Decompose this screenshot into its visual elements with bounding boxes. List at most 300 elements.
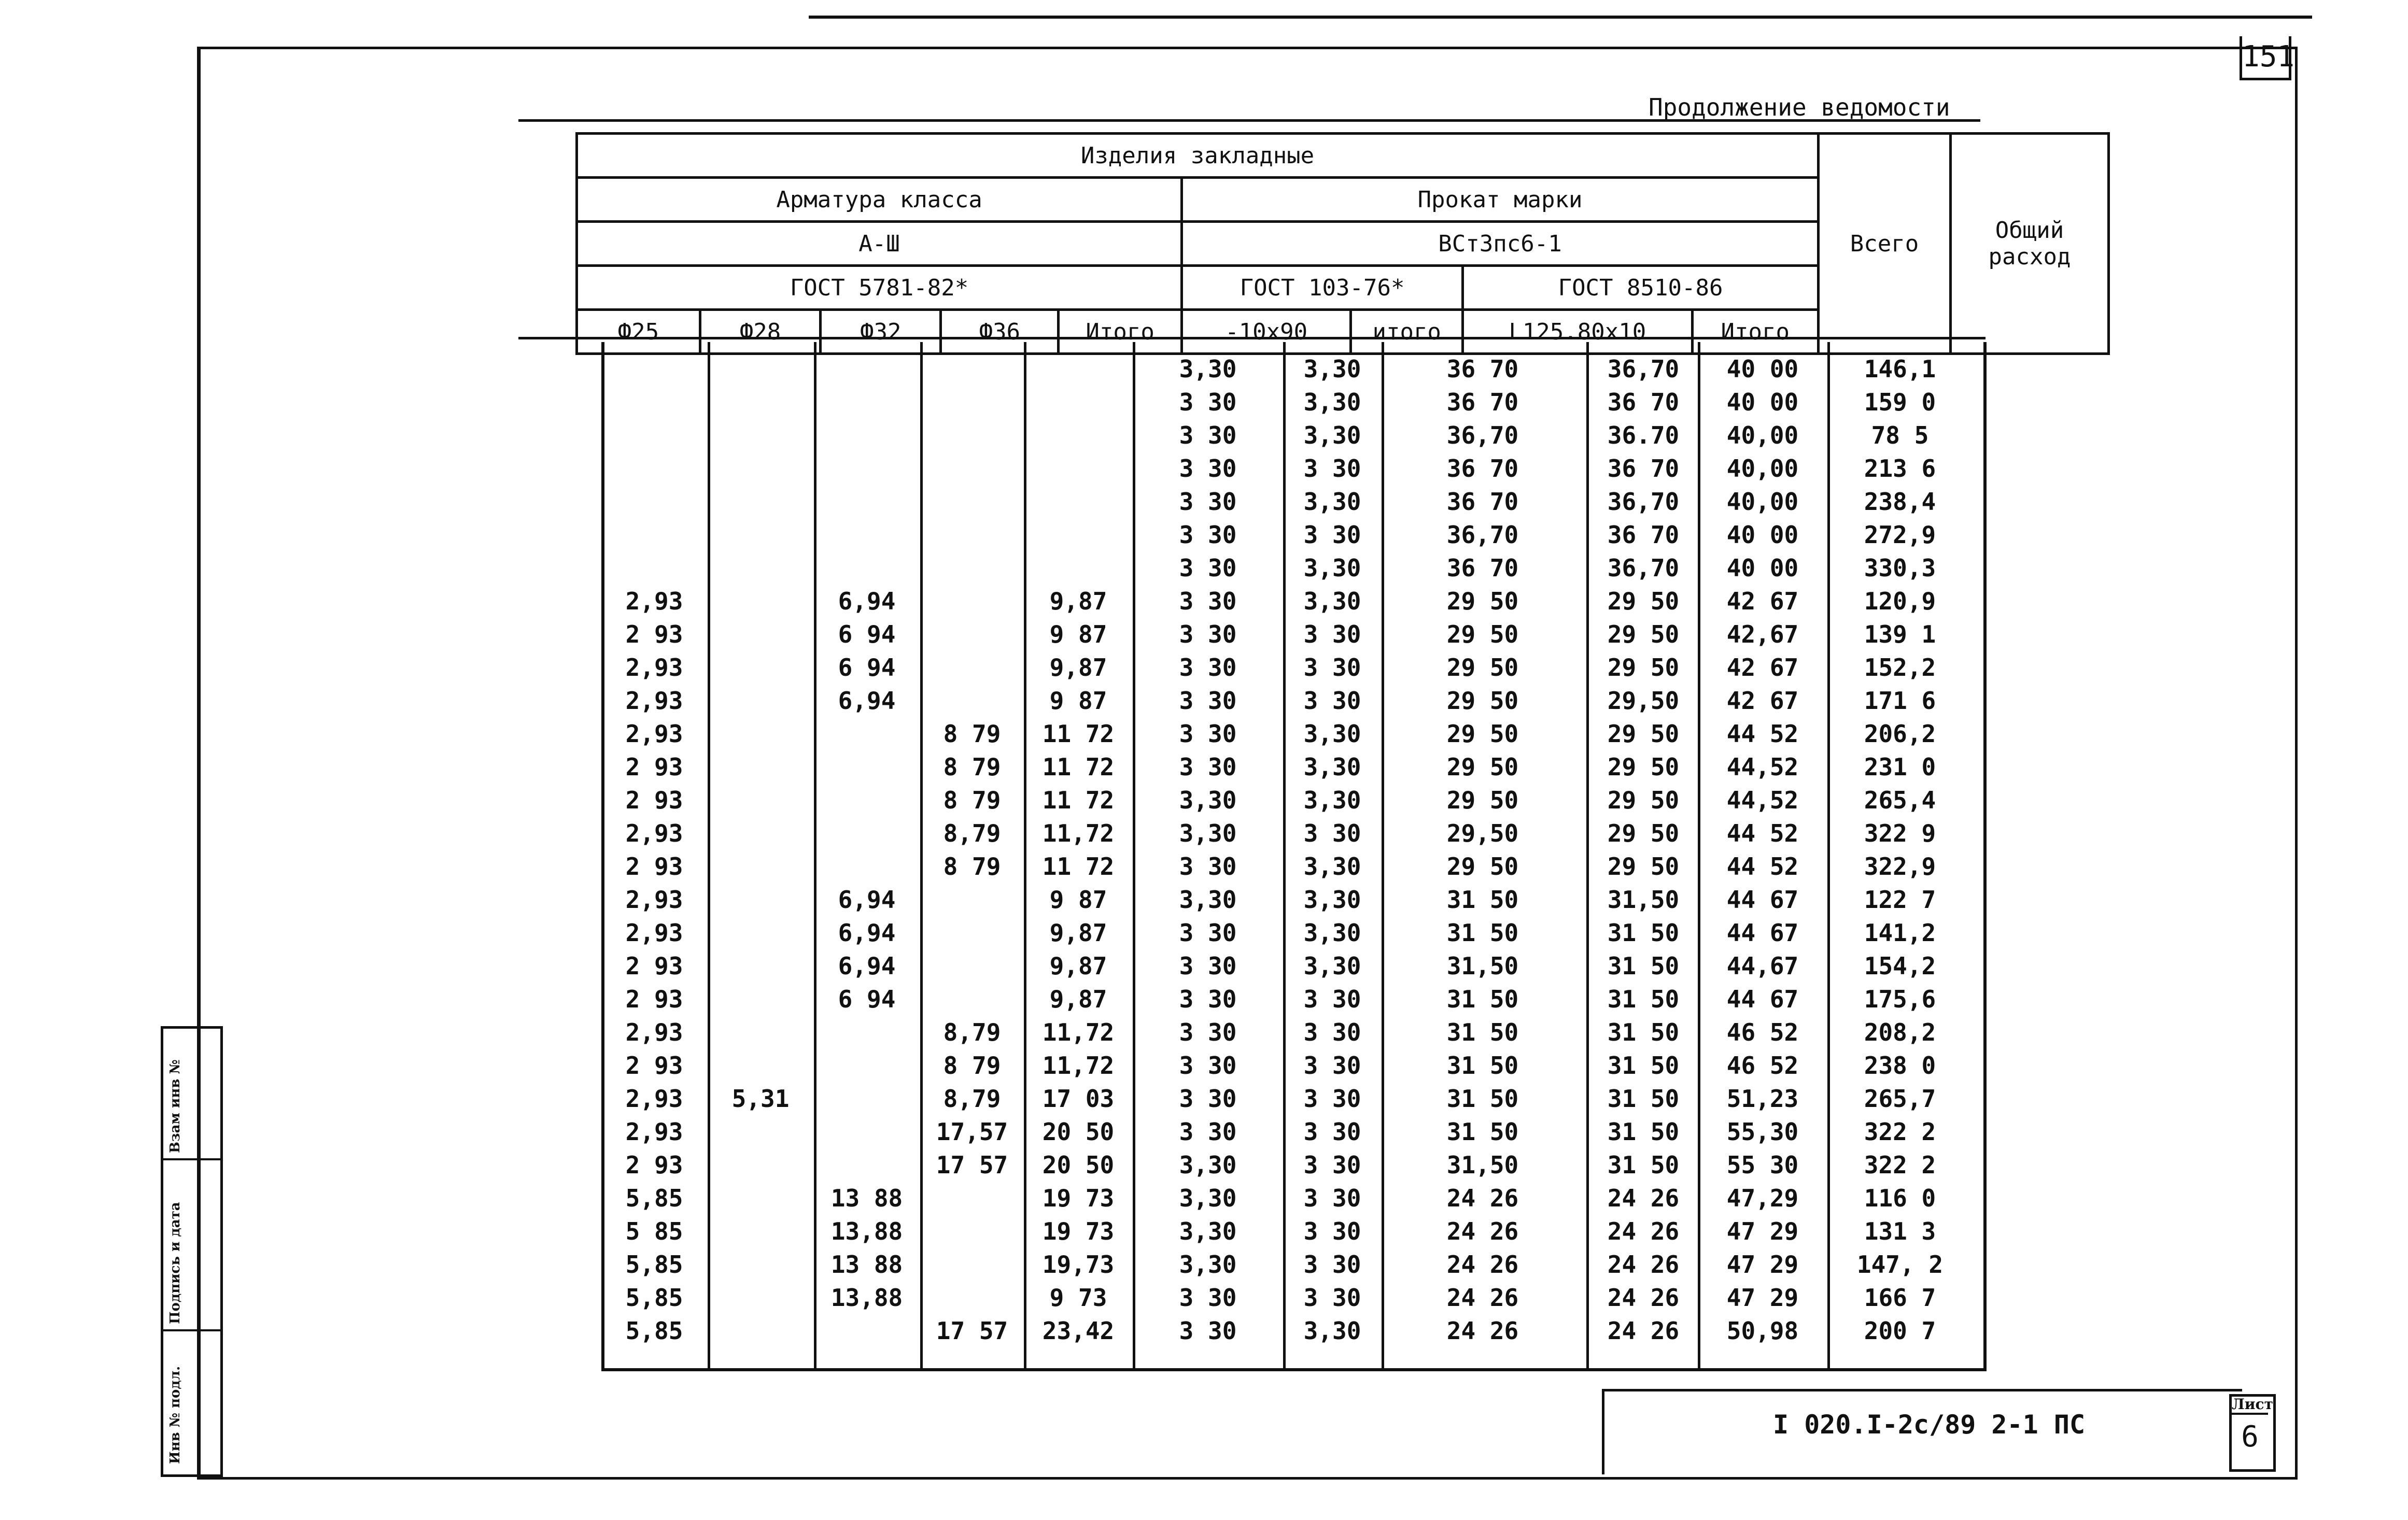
cell-general: 213 6 (1864, 454, 1936, 482)
cell-angle: 24 26 (1446, 1217, 1519, 1245)
cell-f28 (709, 651, 812, 684)
cell-f28 (709, 1281, 812, 1314)
cell-itogo-plate: 3 30 (1303, 985, 1361, 1013)
cell-angle: 31 50 (1446, 985, 1519, 1013)
cell-itogo-arm: 20 50 (1042, 1118, 1115, 1146)
cell-itogo-angle: 31,50 (1607, 886, 1680, 914)
header-body-separator (518, 337, 1985, 339)
cell-plate: 3,30 (1179, 819, 1237, 847)
cell-f28 (709, 817, 812, 850)
cell-total: 46 52 (1726, 1052, 1799, 1079)
cell-f36 (920, 419, 1024, 452)
sheet-tag: 151 (2240, 36, 2291, 80)
cell-angle: 24 26 (1446, 1184, 1519, 1212)
cell-itogo-plate: 3 30 (1303, 687, 1361, 715)
cell-f36: 17 57 (936, 1151, 1008, 1179)
cell-itogo-arm: 19,73 (1042, 1251, 1115, 1278)
col-plate: -10х90 (1182, 310, 1351, 354)
cell-angle: 31 50 (1446, 1085, 1519, 1113)
cell-angle: 31 50 (1446, 1018, 1519, 1046)
table-row (601, 916, 1980, 949)
side-cell (163, 1329, 220, 1469)
cell-plate: 3 30 (1179, 720, 1237, 748)
cell-angle: 36 70 (1446, 488, 1519, 516)
cell-f25: 2,93 (625, 919, 683, 947)
cell-itogo-plate: 3 30 (1303, 1052, 1361, 1079)
cell-itogo-plate: 3 30 (1303, 1118, 1361, 1146)
cell-general: 147, 2 (1856, 1251, 1944, 1278)
cell-general: 206,2 (1864, 720, 1936, 748)
cell-f25: 2,93 (625, 587, 683, 615)
cell-f25: 5 85 (625, 1217, 683, 1245)
table-row (601, 1182, 1980, 1215)
cell-plate: 3 30 (1179, 1052, 1237, 1079)
cell-plate: 3 30 (1179, 687, 1237, 715)
header-prokat: Прокат марки (1182, 178, 1819, 222)
cell-itogo-plate: 3,30 (1303, 587, 1361, 615)
table-row (601, 1281, 1980, 1314)
cell-f32 (815, 386, 919, 419)
cell-itogo-plate: 3,30 (1303, 786, 1361, 814)
col-f32: Ф32 (821, 310, 941, 354)
cell-itogo-plate: 3 30 (1303, 1251, 1361, 1278)
header-general (1951, 134, 2109, 354)
cell-itogo-angle: 31 50 (1607, 952, 1680, 980)
cell-general: 265,4 (1864, 786, 1936, 814)
cell-angle: 31,50 (1446, 1151, 1519, 1179)
cell-f32: 6 94 (838, 654, 896, 681)
cell-f28 (709, 386, 812, 419)
cell-plate: 3 30 (1179, 554, 1237, 582)
cell-f28 (709, 983, 812, 1016)
cell-f28 (709, 1049, 812, 1082)
cell-plate: 3 30 (1179, 654, 1237, 681)
cell-itogo-angle: 24 26 (1607, 1251, 1680, 1278)
cell-f25 (602, 352, 706, 386)
cell-f36: 8 79 (943, 720, 1001, 748)
cell-total: 55,30 (1726, 1118, 1799, 1146)
cell-f32 (815, 452, 919, 485)
cell-itogo-plate: 3,30 (1303, 488, 1361, 516)
table-row (601, 949, 1980, 983)
header-armatura-gost: ГОСТ 5781-82* (577, 266, 1182, 310)
cell-angle: 36 70 (1446, 554, 1519, 582)
cell-f32: 6,94 (838, 919, 896, 947)
cell-f32 (815, 352, 919, 386)
cell-f25: 2 93 (625, 620, 683, 648)
cell-itogo-arm: 9,87 (1049, 919, 1107, 947)
col-f28: Ф28 (700, 310, 820, 354)
cell-plate: 3 30 (1179, 1284, 1237, 1312)
cell-f36 (920, 651, 1024, 684)
cell-f28 (709, 717, 812, 750)
cell-f25: 2,93 (625, 819, 683, 847)
cell-general: 200 7 (1864, 1317, 1936, 1345)
cell-general: 231 0 (1864, 753, 1936, 781)
cell-f32 (815, 850, 919, 883)
cell-f32 (815, 1115, 919, 1148)
cell-itogo-angle: 36 70 (1607, 521, 1680, 549)
cell-general: 171 6 (1864, 687, 1936, 715)
cell-plate: 3 30 (1179, 521, 1237, 549)
cell-angle: 29 50 (1446, 720, 1519, 748)
cell-itogo-angle: 31 50 (1607, 1151, 1680, 1179)
cell-f32 (815, 419, 919, 452)
cell-f36 (920, 352, 1024, 386)
cell-plate: 3 30 (1179, 1018, 1237, 1046)
cell-f36: 8 79 (943, 786, 1001, 814)
cell-plate: 3 30 (1179, 853, 1237, 880)
cell-angle: 24 26 (1446, 1251, 1519, 1278)
cell-general: 272,9 (1864, 521, 1936, 549)
side-label: Подпись и дата (167, 1202, 183, 1324)
cell-plate: 3 30 (1179, 919, 1237, 947)
cell-itogo-plate: 3 30 (1303, 1151, 1361, 1179)
cell-total: 44 67 (1726, 985, 1799, 1013)
cell-f28 (709, 551, 812, 585)
sheet-label: Лист (2232, 1396, 2268, 1415)
cell-itogo-arm (1026, 352, 1130, 386)
cell-total: 40 00 (1726, 554, 1799, 582)
cell-f36: 8 79 (943, 753, 1001, 781)
header-general-label: Общий расход (1988, 217, 2071, 270)
cell-general: 322,9 (1864, 853, 1936, 880)
cell-f36 (920, 949, 1024, 983)
cell-general: 238 0 (1864, 1052, 1936, 1079)
cell-f28 (709, 784, 812, 817)
cell-total: 47 29 (1726, 1217, 1799, 1245)
cell-itogo-plate: 3 30 (1303, 1217, 1361, 1245)
table-row (601, 1082, 1980, 1115)
cell-plate: 3,30 (1179, 1184, 1237, 1212)
cell-itogo-angle: 29 50 (1607, 853, 1680, 880)
cell-general: 238,4 (1864, 488, 1936, 516)
cell-itogo-angle: 29 50 (1607, 720, 1680, 748)
cell-general: 322 2 (1864, 1118, 1936, 1146)
cell-total: 47 29 (1726, 1251, 1799, 1278)
side-cell (163, 1158, 220, 1331)
cell-f36 (920, 684, 1024, 717)
cell-itogo-plate: 3,30 (1303, 952, 1361, 980)
cell-itogo-angle: 31 50 (1607, 985, 1680, 1013)
table-row (601, 1115, 1980, 1148)
table-header (575, 132, 2110, 355)
cell-general: 120,9 (1864, 587, 1936, 615)
cell-f25: 2 93 (625, 1151, 683, 1179)
table-row (601, 1049, 1980, 1082)
cell-itogo-angle: 36,70 (1607, 355, 1680, 383)
cell-total: 44,67 (1726, 952, 1799, 980)
cell-angle: 31 50 (1446, 886, 1519, 914)
cell-general: 322 9 (1864, 819, 1936, 847)
cell-f36: 8,79 (943, 1018, 1001, 1046)
header-armatura: Арматура класса (577, 178, 1182, 222)
cell-itogo-angle: 29 50 (1607, 620, 1680, 648)
cell-angle: 29 50 (1446, 620, 1519, 648)
table-row (601, 717, 1980, 750)
cell-f28 (709, 1215, 812, 1248)
cell-angle: 29 50 (1446, 753, 1519, 781)
cell-total: 44,52 (1726, 786, 1799, 814)
cell-itogo-arm: 11,72 (1042, 1052, 1115, 1079)
cell-general: 322 2 (1864, 1151, 1936, 1179)
cell-f36 (920, 1248, 1024, 1281)
cell-general: 139 1 (1864, 620, 1936, 648)
cell-f25: 2,93 (625, 654, 683, 681)
cell-total: 44 52 (1726, 853, 1799, 880)
cell-itogo-arm: 9 87 (1049, 687, 1107, 715)
cell-f25: 2 93 (625, 952, 683, 980)
cell-itogo-plate: 3 30 (1303, 620, 1361, 648)
table-row (601, 850, 1980, 883)
cell-total: 44,52 (1726, 753, 1799, 781)
cell-itogo-angle: 31 50 (1607, 1085, 1680, 1113)
cell-total: 40 00 (1726, 388, 1799, 416)
table-row (601, 983, 1980, 1016)
top-edge-line (809, 16, 2312, 19)
cell-general: 166 7 (1864, 1284, 1936, 1312)
cell-f32: 6,94 (838, 952, 896, 980)
cell-total: 50,98 (1726, 1317, 1799, 1345)
cell-f32 (815, 551, 919, 585)
cell-f32 (815, 1314, 919, 1347)
cell-f36: 8,79 (943, 819, 1001, 847)
cell-angle: 29 50 (1446, 587, 1519, 615)
cell-itogo-angle: 36.70 (1607, 421, 1680, 449)
cell-angle: 24 26 (1446, 1284, 1519, 1312)
cell-itogo-arm: 19 73 (1042, 1184, 1115, 1212)
cell-f32: 13,88 (830, 1284, 903, 1312)
cell-f32: 6 94 (838, 985, 896, 1013)
cell-itogo-plate: 3 30 (1303, 1184, 1361, 1212)
cell-angle: 29,50 (1446, 819, 1519, 847)
cell-total: 40 00 (1726, 521, 1799, 549)
cell-general: 152,2 (1864, 654, 1936, 681)
cell-total: 40,00 (1726, 421, 1799, 449)
cell-f36 (920, 1281, 1024, 1314)
cell-general: 122 7 (1864, 886, 1936, 914)
cell-f36: 17 57 (936, 1317, 1008, 1345)
cell-total: 44 67 (1726, 886, 1799, 914)
cell-itogo-arm (1026, 485, 1130, 518)
cell-plate: 3,30 (1179, 355, 1237, 383)
cell-itogo-arm (1026, 518, 1130, 551)
cell-f36 (920, 983, 1024, 1016)
col-itogo-plate: итого (1351, 310, 1463, 354)
table-row (601, 1248, 1980, 1281)
cell-itogo-plate: 3 30 (1303, 454, 1361, 482)
header-gost-a: ГОСТ 103-76* (1182, 266, 1463, 310)
cell-general: 208,2 (1864, 1018, 1936, 1046)
cell-itogo-plate: 3,30 (1303, 355, 1361, 383)
cell-itogo-arm (1026, 386, 1130, 419)
cell-angle: 36 70 (1446, 355, 1519, 383)
cell-f32 (815, 485, 919, 518)
cell-f36 (920, 916, 1024, 949)
cell-general: 141,2 (1864, 919, 1936, 947)
cell-total: 40 00 (1726, 355, 1799, 383)
cell-f25: 2 93 (625, 985, 683, 1013)
cell-itogo-angle: 36 70 (1607, 454, 1680, 482)
cell-f28 (709, 419, 812, 452)
cell-itogo-plate: 3,30 (1303, 919, 1361, 947)
cell-angle: 31 50 (1446, 1052, 1519, 1079)
cell-itogo-arm: 9 87 (1049, 886, 1107, 914)
table-row (601, 883, 1980, 916)
table-top-rule (518, 119, 1980, 122)
cell-total: 42 67 (1726, 654, 1799, 681)
cell-general: 154,2 (1864, 952, 1936, 980)
cell-f25: 5,85 (625, 1284, 683, 1312)
cell-angle: 31 50 (1446, 919, 1519, 947)
cell-plate: 3,30 (1179, 786, 1237, 814)
table-row (601, 750, 1980, 784)
table-row (601, 1215, 1980, 1248)
cell-general: 175,6 (1864, 985, 1936, 1013)
cell-total: 42,67 (1726, 620, 1799, 648)
cell-total: 55 30 (1726, 1151, 1799, 1179)
cell-itogo-arm: 9,87 (1049, 587, 1107, 615)
cell-itogo-arm (1026, 551, 1130, 585)
cell-general: 116 0 (1864, 1184, 1936, 1212)
table-row (601, 618, 1980, 651)
cell-f25: 5,85 (625, 1184, 683, 1212)
cell-total: 44 52 (1726, 720, 1799, 748)
cell-f32 (815, 817, 919, 850)
cell-angle: 31 50 (1446, 1118, 1519, 1146)
cell-itogo-plate: 3,30 (1303, 554, 1361, 582)
cell-itogo-arm: 9,87 (1049, 654, 1107, 681)
cell-f36: 8,79 (943, 1085, 1001, 1113)
cell-f25: 2,93 (625, 720, 683, 748)
cell-f28 (709, 1148, 812, 1182)
cell-f36 (920, 883, 1024, 916)
document-code: I 020.I-2c/89 2-1 ПС (1773, 1410, 2086, 1440)
cell-f32: 13 88 (830, 1251, 903, 1278)
cell-total: 51,23 (1726, 1085, 1799, 1113)
cell-f36 (920, 518, 1024, 551)
side-label: Инв № подл. (167, 1366, 183, 1464)
cell-itogo-plate: 3,30 (1303, 388, 1361, 416)
cell-itogo-angle: 24 26 (1607, 1217, 1680, 1245)
cell-angle: 29 50 (1446, 687, 1519, 715)
cell-plate: 3 30 (1179, 753, 1237, 781)
cell-f25: 2 93 (625, 853, 683, 880)
cell-f32 (815, 784, 919, 817)
cell-f25 (602, 386, 706, 419)
cell-itogo-angle: 29,50 (1607, 687, 1680, 715)
cell-itogo-plate: 3,30 (1303, 1317, 1361, 1345)
table-row (601, 485, 1980, 518)
cell-f25 (602, 551, 706, 585)
table-row (601, 585, 1980, 618)
cell-itogo-plate: 3,30 (1303, 753, 1361, 781)
cell-f28: 5,31 (731, 1085, 790, 1113)
cell-plate: 3 30 (1179, 952, 1237, 980)
cell-f28 (709, 883, 812, 916)
cell-f25: 2,93 (625, 1118, 683, 1146)
cell-f36 (920, 452, 1024, 485)
cell-plate: 3 30 (1179, 1085, 1237, 1113)
cell-f25: 2,93 (625, 1085, 683, 1113)
cell-total: 42 67 (1726, 687, 1799, 715)
table-row (601, 1148, 1980, 1182)
table-row (601, 684, 1980, 717)
cell-itogo-angle: 36 70 (1607, 388, 1680, 416)
cell-general: 78 5 (1871, 421, 1929, 449)
table-row (601, 1016, 1980, 1049)
cell-f25: 2 93 (625, 786, 683, 814)
cell-plate: 3 30 (1179, 985, 1237, 1013)
side-cell (163, 1029, 220, 1160)
cell-f28 (709, 518, 812, 551)
cell-f28 (709, 1182, 812, 1215)
cell-f25 (602, 419, 706, 452)
cell-itogo-arm: 9,87 (1049, 952, 1107, 980)
cell-f32: 6,94 (838, 587, 896, 615)
cell-itogo-angle: 29 50 (1607, 819, 1680, 847)
cell-itogo-angle: 31 50 (1607, 1118, 1680, 1146)
cell-f32: 13 88 (830, 1184, 903, 1212)
header-group: Изделия закладные (577, 134, 1819, 178)
cell-f36 (920, 1182, 1024, 1215)
cell-itogo-arm: 19 73 (1042, 1217, 1115, 1245)
cell-f25: 2 93 (625, 1052, 683, 1079)
cell-f28 (709, 485, 812, 518)
table-row (601, 452, 1980, 485)
cell-general: 330,3 (1864, 554, 1936, 582)
cell-f28 (709, 949, 812, 983)
cell-angle: 36 70 (1446, 454, 1519, 482)
cell-f25: 2,93 (625, 1018, 683, 1046)
cell-itogo-angle: 31 50 (1607, 1018, 1680, 1046)
cell-f36: 8 79 (943, 1052, 1001, 1079)
cell-itogo-plate: 3,30 (1303, 853, 1361, 880)
side-label: Взам инв № (167, 1059, 183, 1153)
cell-itogo-plate: 3,30 (1303, 421, 1361, 449)
cell-f32 (815, 1016, 919, 1049)
cell-f25 (602, 518, 706, 551)
table-row (601, 817, 1980, 850)
cell-itogo-angle: 31 50 (1607, 919, 1680, 947)
cell-itogo-plate: 3 30 (1303, 654, 1361, 681)
cell-itogo-arm: 23,42 (1042, 1317, 1115, 1345)
header-total (1819, 134, 1951, 354)
cell-f36: 17,57 (936, 1118, 1008, 1146)
cell-total: 42 67 (1726, 587, 1799, 615)
cell-angle: 24 26 (1446, 1317, 1519, 1345)
col-f25: Ф25 (577, 310, 700, 354)
cell-itogo-angle: 36,70 (1607, 488, 1680, 516)
cell-f28 (709, 1016, 812, 1049)
cell-itogo-angle: 36,70 (1607, 554, 1680, 582)
cell-total: 40,00 (1726, 488, 1799, 516)
header-armatura-class: А-Ш (577, 222, 1182, 266)
col-itogo-arm: Итого (1059, 310, 1182, 354)
cell-itogo-arm: 17 03 (1042, 1085, 1115, 1113)
cell-itogo-plate: 3 30 (1303, 819, 1361, 847)
cell-f32: 6 94 (838, 620, 896, 648)
cell-f28 (709, 850, 812, 883)
cell-plate: 3 30 (1179, 587, 1237, 615)
header-gost-b: ГОСТ 8510-86 (1463, 266, 1819, 310)
cell-plate: 3 30 (1179, 388, 1237, 416)
cell-itogo-angle: 29 50 (1607, 753, 1680, 781)
cell-f28 (709, 750, 812, 784)
cell-total: 44 52 (1726, 819, 1799, 847)
cell-angle: 31,50 (1446, 952, 1519, 980)
cell-angle: 29 50 (1446, 786, 1519, 814)
